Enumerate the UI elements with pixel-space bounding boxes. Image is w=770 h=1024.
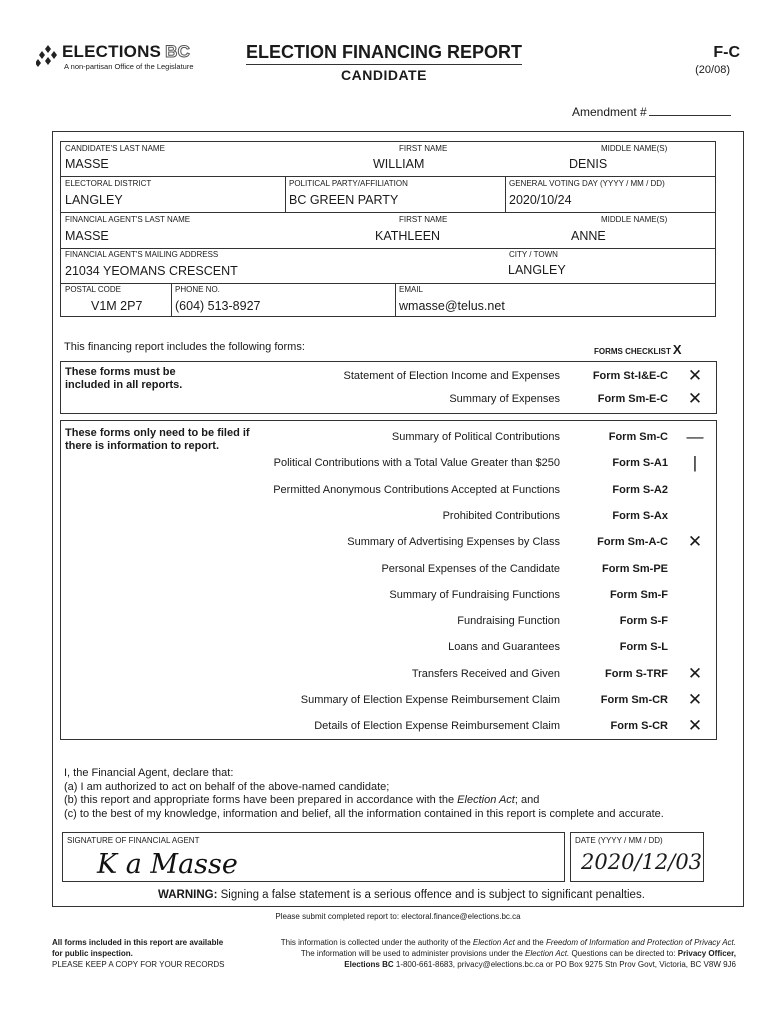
report-subtitle: CANDIDATE	[341, 67, 427, 83]
signature-label: SIGNATURE OF FINANCIAL AGENT	[67, 836, 200, 845]
privacy-text: The information will be used to administer provisions under the	[300, 949, 526, 958]
form-row-desc: Summary of Fundraising Functions	[389, 589, 560, 601]
amendment-input-line[interactable]	[649, 115, 731, 116]
grid-rule	[61, 176, 716, 177]
signature-text: K a Masse	[97, 849, 238, 880]
grid-rule	[61, 283, 716, 284]
phone-label: PHONE NO.	[175, 285, 220, 294]
privacy-text: Questions can be directed to:	[569, 949, 678, 958]
form-row-desc: Summary of Political Contributions	[391, 431, 560, 443]
form-code: F-C	[713, 44, 740, 61]
required-group-label: These forms must be included in all reports.	[65, 366, 183, 391]
footer-left-line-1: All forms included in this report are available	[52, 938, 224, 947]
form-row-desc: Transfers Received and Given	[411, 668, 560, 680]
checklist-mark: X	[672, 342, 682, 357]
form-row-code: Form St-I&E-C	[592, 370, 668, 382]
electoral-district-label: ELECTORAL DISTRICT	[65, 179, 152, 188]
form-check-mark[interactable]: ✕	[687, 366, 703, 385]
voting-day[interactable]: 2020/10/24	[509, 193, 572, 207]
privacy-act-ref: Election Act.	[525, 949, 570, 958]
privacy-text: and the	[514, 938, 546, 947]
form-row-code: Form S-L	[619, 641, 668, 653]
submit-instructions: Please submit completed report to: electoral.finance@elections.bc.ca	[275, 912, 521, 921]
form-row-desc: Summary of Advertising Expenses by Class	[347, 536, 560, 548]
form-check-mark[interactable]: ✕	[687, 389, 703, 408]
grid-rule	[285, 176, 286, 212]
org-name-text: ELECTIONS	[62, 42, 162, 61]
privacy-contact: 1-800-661-8683, privacy@elections.bc.ca or PO Box 9275 Stn Prov Govt, Victoria, BC V8W 9J6	[393, 960, 736, 969]
phone[interactable]: (604) 513-8927	[175, 299, 261, 313]
org-suffix: BC	[165, 42, 191, 61]
form-row-desc: Summary of Expenses	[449, 393, 560, 405]
form-check-mark[interactable]: ✕	[687, 690, 703, 709]
declaration	[64, 767, 704, 821]
privacy-text: This information is collected under the authority of the	[280, 938, 473, 947]
agent-first-name-label: FIRST NAME	[399, 215, 448, 224]
privacy-org: Elections BC	[344, 960, 394, 969]
agent-first-name[interactable]: KATHLEEN	[375, 229, 441, 243]
candidate-first-name-label: FIRST NAME	[399, 144, 448, 153]
title-rule	[246, 64, 522, 65]
warning-text: Signing a false statement is a serious offence and is subject to significant penalties.	[220, 889, 645, 901]
party[interactable]: BC GREEN PARTY	[289, 193, 399, 207]
forms-intro: This financing report includes the following forms:	[64, 341, 305, 353]
form-row-code: Form Sm-A-C	[597, 536, 668, 548]
form-check-mark[interactable]: ✕	[687, 716, 703, 735]
declaration-b-end: ; and	[514, 794, 540, 806]
party-label: POLITICAL PARTY/AFFILIATION	[289, 179, 408, 188]
date-box[interactable]	[570, 832, 704, 882]
declaration-b-act: Election Act	[457, 794, 515, 806]
form-row-desc: Permitted Anonymous Contributions Accepted at Functions	[273, 484, 560, 496]
org-tagline: A non-partisan Office of the Legislature	[64, 62, 194, 71]
candidate-info-grid	[60, 141, 716, 317]
voting-day-label: GENERAL VOTING DAY (YYYY / MM / DD)	[509, 179, 665, 188]
form-row-code: Form S-A2	[612, 484, 668, 496]
form-row-code: Form Sm-CR	[600, 694, 668, 706]
signature	[93, 845, 313, 881]
candidate-last-name[interactable]: MASSE	[65, 157, 109, 171]
date-label: DATE (YYYY / MM / DD)	[575, 836, 663, 845]
postal-code[interactable]: V1M 2P7	[91, 299, 143, 313]
footer-left	[52, 937, 225, 970]
privacy-officer: Privacy Officer,	[677, 949, 736, 958]
signature-box[interactable]	[62, 832, 565, 882]
footer-right-line-2	[250, 948, 736, 959]
optional-group-label: These forms only need to be filed if there is information to report.	[65, 427, 250, 452]
checklist-label: FORMS CHECKLIST	[594, 347, 671, 356]
form-row-code: Form S-CR	[610, 720, 668, 732]
org-name	[62, 42, 190, 62]
agent-address-label: FINANCIAL AGENT'S MAILING ADDRESS	[65, 250, 219, 259]
email[interactable]: wmasse@telus.net	[399, 299, 505, 313]
optional-forms-box	[60, 420, 717, 740]
electoral-district[interactable]: LANGLEY	[65, 193, 123, 207]
candidate-last-name-label: CANDIDATE'S LAST NAME	[65, 144, 165, 153]
postal-code-label: POSTAL CODE	[65, 285, 122, 294]
candidate-middle-name-label: MIDDLE NAME(S)	[601, 144, 668, 153]
agent-middle-name-label: MIDDLE NAME(S)	[601, 215, 668, 224]
grid-rule	[171, 283, 172, 317]
agent-middle-name[interactable]: ANNE	[571, 229, 606, 243]
form-row-code: Form Sm-PE	[601, 563, 668, 575]
date-value: 2020/12/03	[581, 850, 703, 874]
forms-checklist-header	[594, 342, 682, 357]
email-label: EMAIL	[399, 285, 424, 294]
form-row-desc: Summary of Election Expense Reimbursement Claim	[300, 694, 560, 706]
form-row-code: Form Sm-C	[608, 431, 668, 443]
form-row-code: Form S-TRF	[605, 668, 668, 680]
form-row-desc: Loans and Guarantees	[448, 641, 560, 653]
form-row-code: Form S-F	[619, 615, 668, 627]
form-row-desc: Prohibited Contributions	[442, 510, 560, 522]
footer-privacy-notice	[250, 937, 736, 970]
form-row-desc: Personal Expenses of the Candidate	[381, 563, 560, 575]
warning	[158, 889, 645, 901]
footer-left-line-3: PLEASE KEEP A COPY FOR YOUR RECORDS	[52, 960, 225, 969]
form-row-code: Form S-A1	[612, 457, 668, 469]
agent-city[interactable]: LANGLEY	[508, 263, 566, 277]
declaration-intro: I, the Financial Agent, declare that:	[64, 767, 234, 779]
grid-rule	[505, 176, 506, 212]
candidate-middle-name[interactable]: DENIS	[569, 157, 608, 171]
elections-bc-logo-icon	[36, 44, 60, 68]
form-check-mark[interactable]: ✕	[687, 532, 703, 551]
form-row-desc: Details of Election Expense Reimbursement Claim	[314, 720, 560, 732]
amendment-field	[572, 105, 731, 119]
form-row-code: Form S-Ax	[612, 510, 668, 522]
form-check-mark[interactable]: ✕	[687, 664, 703, 683]
agent-city-label: CITY / TOWN	[509, 250, 558, 259]
footer-right-line-3	[250, 959, 736, 970]
form-version: (20/08)	[695, 64, 730, 76]
form-check-mark[interactable]: |	[692, 453, 698, 472]
warning-label: WARNING:	[158, 889, 218, 901]
agent-last-name[interactable]: MASSE	[65, 229, 109, 243]
form-row-code: Form Sm-E-C	[597, 393, 668, 405]
declaration-b-text: (b) this report and appropriate forms have been prepared in accordance with the	[64, 794, 458, 806]
form-row-desc: Statement of Election Income and Expenses	[343, 370, 560, 382]
declaration-c: (c) to the best of my knowledge, information and belief, all the information contained in this report is complete and accurate.	[64, 807, 664, 820]
footer-left-line-2: for public inspection.	[52, 949, 133, 958]
agent-last-name-label: FINANCIAL AGENT'S LAST NAME	[65, 215, 191, 224]
agent-address[interactable]: 21034 YEOMANS CRESCENT	[65, 264, 238, 278]
grid-rule	[395, 283, 396, 317]
form-row-code: Form Sm-F	[609, 589, 668, 601]
amendment-label: Amendment #	[572, 105, 647, 119]
grid-rule	[61, 212, 716, 213]
declaration-a: (a) I am authorized to act on behalf of the above-named candidate;	[64, 780, 390, 793]
required-forms-box	[60, 361, 717, 414]
form-check-mark[interactable]: —	[686, 427, 704, 446]
form-row-desc: Fundraising Function	[457, 615, 560, 627]
privacy-act-ref: Freedom of Information and Protection of Privacy Act.	[545, 938, 736, 947]
footer-right-line-1	[250, 937, 736, 948]
candidate-first-name[interactable]: WILLIAM	[373, 157, 425, 171]
form-row-desc: Political Contributions with a Total Value Greater than $250	[273, 457, 560, 469]
declaration-b	[64, 794, 704, 808]
grid-rule	[61, 248, 716, 249]
report-title: ELECTION FINANCING REPORT	[246, 42, 523, 62]
privacy-act-ref: Election Act	[472, 938, 515, 947]
